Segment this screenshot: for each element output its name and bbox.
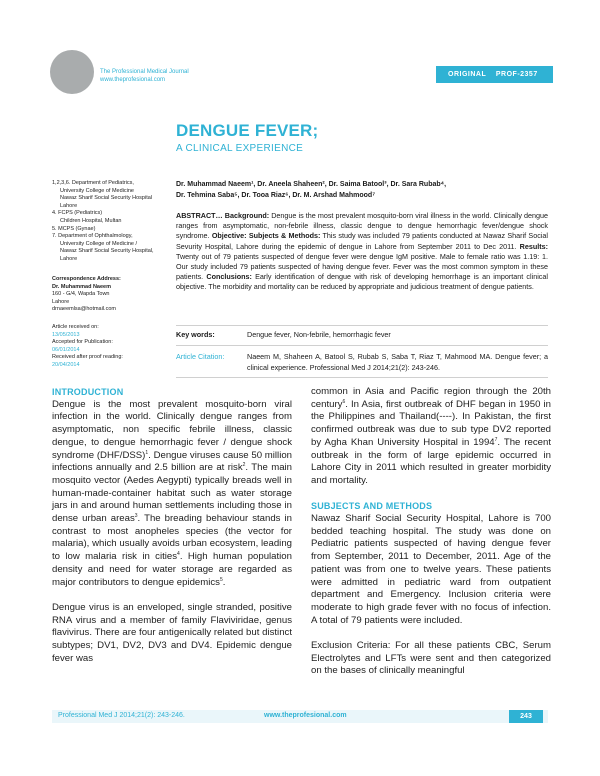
correspondence-address: 160 - G/4, Wapda Town [52,291,110,298]
article-title: DENGUE FEVER; [176,121,319,140]
article-subtitle: A CLINICAL EXPERIENCE [176,143,304,154]
affiliation-line: 5. MCPS (Gynae) [52,225,96,232]
reference-marker: 4 [177,550,180,557]
author-line: Dr. Tehmina Saba⁵, Dr. Tooa Riaz⁶, Dr. M. Arshad Mahmood⁷ [176,191,376,199]
abstract-results: Twenty out of 79 patients suspected of dengue fever were dengue IgM positive. Male to female ratio was 1.19: 1. Our study included 79 patients suspected of having dengue fever. Fever was the most common symptom in these patients. [176,251,548,282]
introduction-paragraph: Dengue virus is an enveloped, single stranded, positive RNA virus and a member of family Flaviviridae, genus flavivirus. There are four antigenically related but distinct subtypes; DV1, DV2, DV3 and DV4. Epidemic dengue fever was [52,601,292,664]
keywords-value: Dengue fever, Non-febrile, hemorrhagic fever [247,330,391,339]
reference-marker: 6 [342,398,346,405]
affiliation-line: Lahore [60,255,78,262]
correspondence-heading: Correspondence Address: [52,276,121,282]
accepted-date: 06/01/2014 [52,346,80,353]
affiliation-line: University College of Medicine / [60,240,138,247]
correspondence-name: Dr. Muhammad Naeem [52,283,111,290]
reference-marker: 5 [219,576,223,583]
affiliation-line: Nawaz Sharif Social Security Hospital, [60,248,154,255]
affiliation-line: University College of Medicine [60,187,134,194]
footer-citation: Professional Med J 2014;21(2): 243-246. [58,712,185,719]
accepted-label: Accepted for Publication: [52,339,113,346]
intro-text: . In Asia, first outbreak of DHF began in 1950 in the Philippines and Thailand(----). In Pakistan, the first confirmed outbreak was due to sub type DV2 reported by Agha Khan University Hospital in 1994 [311,398,551,448]
keywords-label: Key words: [176,330,215,339]
abstract-results-label: Results: [519,241,548,251]
journal-name: The Professional Medical Journal [100,69,189,75]
journal-logo [50,50,94,94]
reference-marker: 2 [242,462,246,469]
methods-heading: SUBJECTS AND METHODS [311,501,433,512]
article-type-badge: ORIGINAL PROF-2357 [436,66,553,83]
reference-marker: 3 [134,512,138,519]
intro-text: . The breading behaviour stands in contrast to most anopheles species (the vector for malaria), which usually avoids urban ecosystem, leading to low malaria risk in cities [52,513,292,563]
divider [176,325,548,326]
reference-marker: 7 [494,436,498,443]
journal-url[interactable]: www.theprofesional.com [100,77,166,83]
abstract [176,211,548,293]
abstract-background: Dengue is the most prevalent mosquito-born viral illness in the world. Clinically dengue ranges from asymptomatic, non-febrile illness, classic dengue to dengue hemorrhagic fever/dengue shock syndrome. [176,211,549,241]
article-dates [52,324,172,370]
intro-text: . High human population density and need for water storage are regarded as major contributors to dengue epidemics [52,551,292,588]
divider [176,377,548,378]
abstract-objective: This study was included 79 patients conducted at Nawaz Sharif Social Sevurity Hospital, Lahore during the epidemic of dengue in Lahore from September 2011 to Dec 2011. [176,231,548,251]
received-date: 13/05/2013 [52,331,80,338]
divider [176,345,548,346]
citation-value: Naeem M, Shaheen A, Batool S, Rubab S, Saba T, Riaz T, Mahmood MA. Dengue fever; a clinical experience. Professional Med J 2014;21(2): 243-246. [247,352,548,372]
correspondence-email[interactable]: drnaeemlsa@hotmail.com [52,306,116,313]
affiliation-line: Children Hospital, Multan [60,217,122,224]
intro-text: . The recent outbreak in the form of large epidemic occurred in Lahore City in 2011 which resulted in greater morbidity and mortality. [311,436,551,486]
introduction-paragraph [311,386,551,488]
intro-text: . The main mosquito vector (Aedes Aegypti) typically breads well in human-made-container habitat such as water storage jars in and around human settlements including those in dense urban areas [52,462,292,525]
affiliation-line: Nawaz Sharif Social Security Hospital [60,195,153,202]
revised-date: 20/04/2014 [52,361,80,368]
page-number: 243 [509,710,543,723]
methods-paragraph: Nawaz Sharif Social Security Hospital, Lahore is 700 bedded teaching hospital. The study was done on Pediatric patients suspected of having dengue fever from September, 2011 to December, 2011. Age of the patient was from one to twelve years. These patients were admitted in pediatric ward from outpatient department and Emergency. Inclusion criteria were moderate to high grade fever with no focus of infection. A total of 79 patients were included. [311,513,551,626]
footer-url[interactable]: www.theprofesional.com [264,712,347,719]
affiliation-line: Lahore [60,202,78,209]
reference-marker: 1 [145,449,149,456]
author-line: Dr. Muhammad Naeem¹, Dr. Aneela Shaheen², Dr. Saima Batool³, Dr. Sara Rubab⁴, [176,181,447,188]
author-list [176,180,548,201]
affiliations [52,180,172,264]
received-label: Article received on: [52,324,99,330]
intro-text: . [222,576,226,588]
correspondence-block [52,276,172,314]
intro-text: . Dengue viruses cause 50 million infections annually and 2.5 billion are at risk [52,449,292,474]
introduction-paragraph [52,399,292,590]
revised-label: Received after proof reading: [52,354,123,361]
abstract-lead: ABSTRACT… Background: [176,211,270,220]
body-column-left [52,386,292,665]
introduction-heading: INTRODUCTION [52,387,124,397]
abstract-objective-label: Objective: Subjects & Methods: [211,231,321,241]
citation-label: Article Citation: [176,352,225,361]
affiliation-line: 7. Department of Ophthalmology, [52,233,133,240]
affiliation-line: 4. FCPS (Pediatrics) [52,210,103,217]
abstract-conclusions-label: Conclusions: [206,272,252,282]
abstract-conclusions: Early identification of dengue with risk of developing hemorrhage is an important clinical objective. The morbidity and mortality can be reduced by appropriate and judicious treatment of dengue patients. [176,272,548,292]
methods-paragraph: Exclusion Criteria: For all these patients CBC, Serum Electrolytes and LFTs were sent and then categorized on the bases of clinically meaningful [311,640,551,677]
intro-text: common in Asia and Pacific region through the 20th century [311,386,551,410]
intro-text: Dengue is the most prevalent mosquito-born viral infection in the world. Clinically dengue ranges from asymptomatic, non specific febrile illness, classic dengue, to dengue hemorrhagic fever / dengue shock syndrome (DHF/DSS) [52,398,292,461]
affiliation-line: 1,2,3,6. Department of Pediatrics, [52,180,134,186]
correspondence-city: Lahore [52,298,70,305]
body-column-right [311,386,551,678]
